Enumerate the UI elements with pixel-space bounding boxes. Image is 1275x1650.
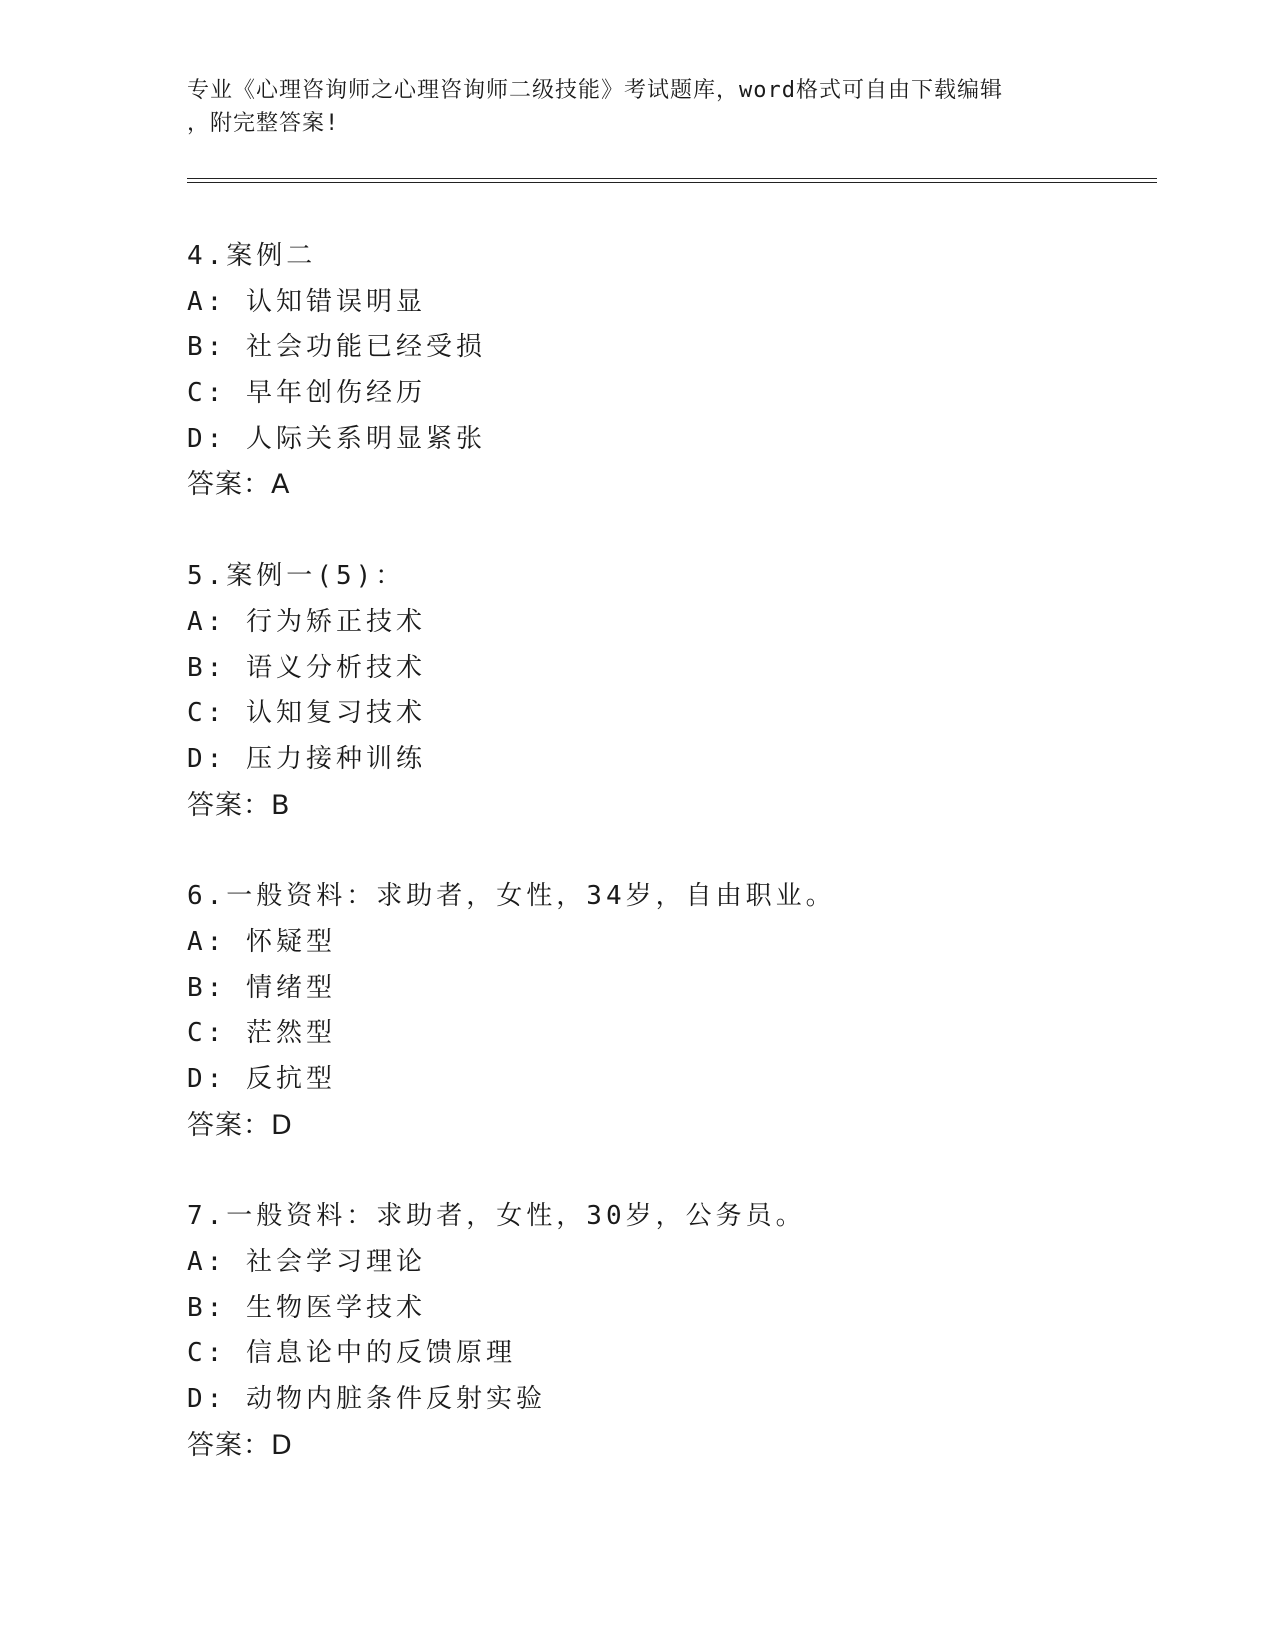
option-c: C: 认知复习技术 — [187, 698, 426, 729]
answer: 答案：A — [187, 469, 291, 501]
question-stem: 5.案例一(5)： — [187, 561, 406, 592]
header-divider-bottom — [187, 182, 1157, 183]
option-c: C: 茫然型 — [187, 1018, 336, 1049]
answer: 答案：B — [187, 789, 291, 821]
question-7 — [187, 1194, 1157, 1468]
option-b: B: 生物医学技术 — [187, 1292, 426, 1323]
question-list — [187, 234, 1157, 1515]
option-c: C: 信息论中的反馈原理 — [187, 1338, 516, 1369]
option-a: A: 社会学习理论 — [187, 1247, 426, 1278]
question-5 — [187, 554, 1157, 828]
answer: 答案：D — [187, 1109, 293, 1141]
question-stem: 7.一般资料：求助者，女性，30岁，公务员。 — [187, 1201, 806, 1232]
option-d: D: 反抗型 — [187, 1064, 336, 1094]
question-4 — [187, 234, 1157, 508]
header-line-1: 专业《心理咨询师之心理咨询师二级技能》考试题库，word格式可自由下载编辑 — [187, 78, 1003, 103]
question-stem: 4.案例二 — [187, 241, 317, 271]
option-a: A: 怀疑型 — [187, 926, 336, 957]
question-stem: 6.一般资料：求助者，女性，34岁，自由职业。 — [187, 881, 836, 912]
header-divider-top — [187, 178, 1157, 179]
option-d: D: 人际关系明显紧张 — [187, 423, 486, 454]
option-c: C: 早年创伤经历 — [187, 378, 426, 409]
option-a: A: 认知错误明显 — [187, 286, 426, 317]
option-b: B: 社会功能已经受损 — [187, 332, 486, 363]
answer: 答案：D — [187, 1429, 293, 1461]
question-6 — [187, 874, 1157, 1148]
option-a: A: 行为矫正技术 — [187, 606, 426, 637]
option-b: B: 情绪型 — [187, 972, 336, 1003]
option-d: D: 压力接种训练 — [187, 743, 426, 774]
header-line-2: ，附完整答案! — [187, 111, 340, 136]
option-d: D: 动物内脏条件反射实验 — [187, 1384, 546, 1415]
option-b: B: 语义分析技术 — [187, 652, 426, 683]
document-header — [187, 74, 1087, 140]
